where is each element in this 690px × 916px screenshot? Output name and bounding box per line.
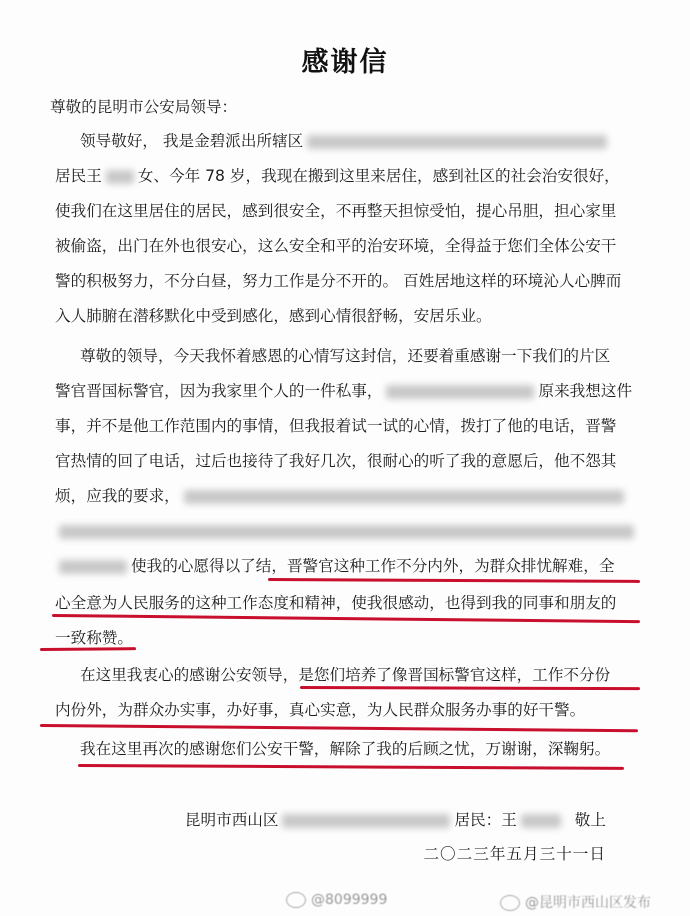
letter-line-14: 心全意为人民服务的这种工作态度和精神，使我很感动，也得到我的同事和朋友的 (55, 594, 617, 612)
redacted-name (106, 170, 134, 184)
letter-line-10: 官热情的回了电话，过后也接待了我好几次，很耐心的听了我的意愿后，他不怨其 (55, 452, 617, 470)
letter-line-5: 警的积极努力，不分白昼，努力工作是分不开的。 百姓居地这样的环境沁人心脾而 (55, 272, 622, 290)
red-underline-3 (40, 647, 136, 651)
letter-title: 感谢信 (301, 47, 389, 78)
salutation: 尊敬的昆明市公安局领导： (50, 98, 238, 116)
redacted-matter (386, 385, 534, 399)
red-underline-6 (78, 764, 624, 770)
red-underline-2 (52, 614, 640, 623)
redacted-community (282, 814, 450, 828)
red-underline-5 (40, 724, 638, 732)
weibo-icon (500, 895, 520, 911)
redacted-address (307, 135, 607, 149)
redacted-request-2 (59, 525, 634, 539)
letter-line-11: 烦，应我的要求， (55, 485, 640, 507)
letter-line-3: 使我们在这里居住的居民，感到很安全，不再整天担惊受怕，提心吊胆，担心家里 (55, 202, 617, 220)
letter-line-4: 被偷盗，出门在外也很安心，这么安全和平的治安环境，全得益于您们全体公安干 (55, 237, 617, 255)
watermark-left: @8099999 (286, 892, 387, 908)
red-underline-1 (268, 578, 640, 583)
letter-date: 二〇二三年五月三十一日 (423, 845, 606, 863)
red-underline-4 (300, 686, 640, 690)
letter-line-1: 领导敬好， 我是金碧派出所辖区 (80, 130, 665, 152)
letter-line-7: 尊敬的领导，今天我怀着感恩的心情写这封信，还要着重感谢一下我们的片区 (80, 347, 611, 365)
weibo-icon (286, 892, 306, 908)
letter-line-13: 使我的心愿得以了结，晋警官这种工作不分内外，为群众排忧解难，全 (55, 555, 640, 577)
redacted-signer-name (521, 814, 561, 828)
redacted-request-1 (184, 490, 624, 504)
letter-line-15: 一致称赞。 (55, 629, 133, 647)
letter-line-6: 入人肺腑在潜移默化中受到感化，感到心情很舒畅，安居乐业。 (55, 307, 492, 325)
letter-line-16: 在这里我衷心的感谢公安领导，是您们培养了像晋国标警官这样，工作不分份 (80, 666, 611, 684)
letter-line-2: 居民王 女、今年 78 岁，我现在搬到这里来居住，感到社区的社会治安很好， (55, 167, 620, 185)
redacted-request-3 (59, 560, 127, 574)
letter-line-12 (55, 520, 640, 542)
letter-line-9: 事，并不是他工作范围内的事情，但我报着试一试的心情，拨打了他的电话，晋警 (55, 417, 617, 435)
signature: 昆明市西山区 居民：王 敬上 (184, 811, 606, 829)
letter-line-17: 内份外，为群众办实事，办好事，真心实意，为人民群众服务办事的好干警。 (55, 701, 586, 719)
watermark-right: @昆明市西山区发布 (500, 892, 651, 912)
letter-line-8: 警官晋国标警官，因为我家里个人的一件私事， 原来我想这件 (55, 382, 633, 400)
letter-line-18: 我在这里再次的感谢您们公安干警，解除了我的后顾之忧，万谢谢，深鞠躬。 (80, 740, 611, 758)
